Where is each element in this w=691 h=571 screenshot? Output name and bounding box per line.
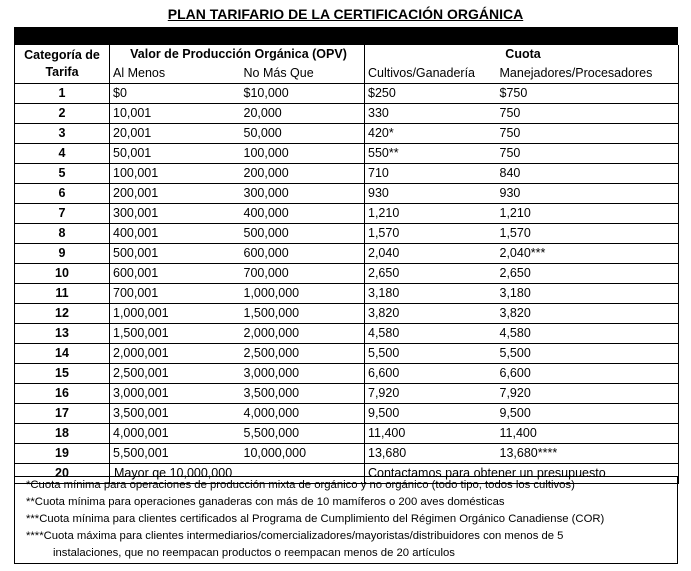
opv-header: Valor de Producción Orgánica (OPV): [110, 45, 365, 64]
row-crops-fee: $250: [365, 84, 497, 104]
no-more-than-header: No Más Que: [241, 64, 365, 84]
row-handlers-fee: 7,920: [497, 384, 679, 404]
row-handlers-fee: 3,820: [497, 304, 679, 324]
row-max-value: 4,000,000: [241, 404, 365, 424]
row-crops-fee: 710: [365, 164, 497, 184]
row-handlers-fee: 750: [497, 104, 679, 124]
row-category: 15: [15, 364, 110, 384]
row-category: 19: [15, 444, 110, 464]
crops-header: Cultivos/Ganadería: [365, 64, 497, 84]
row-handlers-fee: 2,040***: [497, 244, 679, 264]
footnote-2: **Cuota mínima para operaciones ganaderas con más de 10 mamíferos o 200 aves domésticas: [26, 496, 505, 508]
page-title: PLAN TARIFARIO DE LA CERTIFICACIÓN ORGÁNICA: [167, 6, 524, 22]
row-fee-quote: Contactamos para obtener un presupuesto: [365, 464, 679, 484]
row-crops-fee: 9,500: [365, 404, 497, 424]
row-max-value: 50,000: [241, 124, 365, 144]
row-handlers-fee: $750: [497, 84, 679, 104]
row-crops-fee: 5,500: [365, 344, 497, 364]
row-min-value: 3,000,001: [110, 384, 241, 404]
row-max-value: 20,000: [241, 104, 365, 124]
table-row: [15, 164, 679, 184]
row-max-value: 100,000: [241, 144, 365, 164]
row-crops-fee: 550**: [365, 144, 497, 164]
table-row: [15, 344, 679, 364]
row-max-value: 3,500,000: [241, 384, 365, 404]
row-crops-fee: 330: [365, 104, 497, 124]
row-category: 18: [15, 424, 110, 444]
row-min-value: $0: [110, 84, 241, 104]
row-min-value: 1,000,001: [110, 304, 241, 324]
table-row: [15, 264, 679, 284]
row-min-value: 50,001: [110, 144, 241, 164]
table-row: [15, 144, 679, 164]
row-crops-fee: 2,040: [365, 244, 497, 264]
row-max-value: 5,500,000: [241, 424, 365, 444]
row-category: 13: [15, 324, 110, 344]
row-category: 2: [15, 104, 110, 124]
row-category: 10: [15, 264, 110, 284]
row-category: 14: [15, 344, 110, 364]
row-min-value: 2,000,001: [110, 344, 241, 364]
table-row: [15, 244, 679, 264]
footnotes: [14, 476, 678, 564]
row-min-value: 3,500,001: [110, 404, 241, 424]
table-row: [15, 204, 679, 224]
row-max-value: 2,000,000: [241, 324, 365, 344]
row-category: 11: [15, 284, 110, 304]
row-category: 6: [15, 184, 110, 204]
row-crops-fee: 420*: [365, 124, 497, 144]
footnote-1: *Cuota mínima para operaciones de producción mixta de orgánico y no orgánico (todo tipo, todos los cultivos): [26, 479, 575, 491]
header-bar: [14, 27, 678, 45]
footnote-3: ***Cuota mínima para clientes certificados al Programa de Cumplimiento del Régimen Orgánico Canadiense (COR): [26, 513, 605, 525]
footnote-4-line2: instalaciones, que no reempacan productos o reempacan menos de 20 artículos: [53, 547, 455, 559]
row-category: 20: [15, 464, 110, 484]
row-min-value: 2,500,001: [110, 364, 241, 384]
table-row: [15, 384, 679, 404]
table-row: [15, 444, 679, 464]
row-category: 5: [15, 164, 110, 184]
row-handlers-fee: 750: [497, 144, 679, 164]
category-header: [15, 45, 110, 84]
row-range: Mayor qe 10,000,000: [110, 464, 365, 484]
row-category: 7: [15, 204, 110, 224]
row-handlers-fee: 750: [497, 124, 679, 144]
row-handlers-fee: 930: [497, 184, 679, 204]
table-row: [15, 324, 679, 344]
table-row: [15, 424, 679, 444]
row-min-value: 20,001: [110, 124, 241, 144]
row-min-value: 300,001: [110, 204, 241, 224]
row-category: 12: [15, 304, 110, 324]
table-row: [15, 184, 679, 204]
table-row: [15, 224, 679, 244]
row-crops-fee: 13,680: [365, 444, 497, 464]
row-min-value: 10,001: [110, 104, 241, 124]
row-crops-fee: 7,920: [365, 384, 497, 404]
row-category: 9: [15, 244, 110, 264]
at-least-header: Al Menos: [110, 64, 241, 84]
fee-table: [14, 45, 679, 484]
row-handlers-fee: 1,210: [497, 204, 679, 224]
row-handlers-fee: 1,570: [497, 224, 679, 244]
table-row: [15, 304, 679, 324]
footnote-4-line1: ****Cuota máxima para clientes intermediarios/comercializadores/mayoristas/distribuidores con menos de 5: [26, 530, 564, 542]
row-category: 3: [15, 124, 110, 144]
row-category: 16: [15, 384, 110, 404]
row-max-value: 200,000: [241, 164, 365, 184]
row-max-value: 1,000,000: [241, 284, 365, 304]
row-min-value: 500,001: [110, 244, 241, 264]
row-min-value: 4,000,001: [110, 424, 241, 444]
row-crops-fee: 4,580: [365, 324, 497, 344]
row-handlers-fee: 3,180: [497, 284, 679, 304]
row-min-value: 700,001: [110, 284, 241, 304]
row-max-value: 500,000: [241, 224, 365, 244]
row-max-value: 3,000,000: [241, 364, 365, 384]
row-category: 17: [15, 404, 110, 424]
row-crops-fee: 6,600: [365, 364, 497, 384]
table-row: [15, 364, 679, 384]
row-category: 1: [15, 84, 110, 104]
category-header-line1: Categoría de: [24, 48, 100, 62]
row-crops-fee: 3,820: [365, 304, 497, 324]
table-row: [15, 84, 679, 104]
row-max-value: 700,000: [241, 264, 365, 284]
table-row: [15, 104, 679, 124]
row-min-value: 100,001: [110, 164, 241, 184]
handlers-header: Manejadores/Procesadores: [497, 64, 679, 84]
row-handlers-fee: 5,500: [497, 344, 679, 364]
row-crops-fee: 11,400: [365, 424, 497, 444]
row-crops-fee: 1,210: [365, 204, 497, 224]
row-max-value: $10,000: [241, 84, 365, 104]
row-handlers-fee: 9,500: [497, 404, 679, 424]
row-max-value: 1,500,000: [241, 304, 365, 324]
row-crops-fee: 2,650: [365, 264, 497, 284]
row-min-value: 200,001: [110, 184, 241, 204]
fee-header: Cuota: [365, 45, 679, 64]
row-max-value: 600,000: [241, 244, 365, 264]
row-min-value: 1,500,001: [110, 324, 241, 344]
row-handlers-fee: 11,400: [497, 424, 679, 444]
row-min-value: 600,001: [110, 264, 241, 284]
table-row: [15, 284, 679, 304]
row-min-value: 5,500,001: [110, 444, 241, 464]
row-crops-fee: 1,570: [365, 224, 497, 244]
row-max-value: 2,500,000: [241, 344, 365, 364]
row-handlers-fee: 13,680****: [497, 444, 679, 464]
row-handlers-fee: 6,600: [497, 364, 679, 384]
row-min-value: 400,001: [110, 224, 241, 244]
row-crops-fee: 930: [365, 184, 497, 204]
row-max-value: 400,000: [241, 204, 365, 224]
table-row: [15, 404, 679, 424]
row-category: 8: [15, 224, 110, 244]
row-category: 4: [15, 144, 110, 164]
row-handlers-fee: 4,580: [497, 324, 679, 344]
row-max-value: 10,000,000: [241, 444, 365, 464]
row-handlers-fee: 2,650: [497, 264, 679, 284]
row-max-value: 300,000: [241, 184, 365, 204]
row-crops-fee: 3,180: [365, 284, 497, 304]
row-handlers-fee: 840: [497, 164, 679, 184]
category-header-line2: Tarifa: [45, 65, 79, 79]
table-row: [15, 124, 679, 144]
